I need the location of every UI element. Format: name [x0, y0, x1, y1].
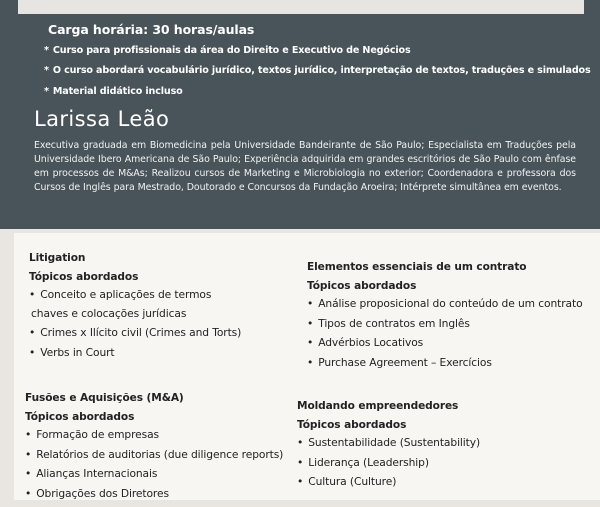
bullet-dot: •	[307, 316, 314, 330]
topic-text: Crimes x Ilícito civil (Crimes and Torts)	[40, 326, 242, 340]
instructor-bio: Executiva graduada em Biomedicina pela Universidade Bandeirante de São Paulo; Especialista em Traduções pela Universidade Ibero Americana de São Paulo; Experiência adquirida em grandes escritórios de São Paulo com ênfase em processos de M&As; Realizou cursos de Marketing e Microbiologia no exterior; Coordenadora e professora dos Cursos de Inglês para Mestrado, Doutorado e Concursos da Fundação Aroeira; Intérprete simultânea em eventos.	[34, 140, 576, 194]
header-band	[18, 0, 584, 14]
module-title: Moldando empreendedores	[297, 400, 459, 412]
topics-heading: Tópicos abordados	[297, 419, 407, 431]
topic-list	[25, 428, 283, 501]
course-feature-text: O curso abordará vocabulário jurídico, textos jurídico, interpretação de textos, traduções e simulados	[52, 65, 591, 77]
instructor-name: Larissa Leão	[34, 107, 170, 131]
topic-text: Advérbios Locativos	[318, 336, 424, 350]
bullet-dot: •	[29, 326, 36, 340]
module-title: Elementos essenciais de um contrato	[307, 261, 527, 273]
topic-text: Purchase Agreement – Exercícios	[318, 356, 492, 370]
topic-text: Alianças Internacionais	[36, 467, 158, 481]
course-feature-text: Material didático incluso	[52, 85, 183, 97]
list-item	[307, 317, 583, 331]
bullet-dot: •	[307, 297, 314, 310]
module-title: Fusões e Aquisições (M&A)	[25, 392, 184, 404]
topic-text: Formação de empresas	[36, 428, 159, 441]
topic-text: Cultura (Culture)	[308, 475, 397, 489]
list-item	[307, 356, 583, 370]
bullet-dot: •	[25, 467, 32, 481]
topic-text: Obrigações dos Diretores	[36, 487, 169, 501]
topic-list	[29, 288, 241, 360]
bullet-dot: •	[29, 288, 36, 301]
topic-text: Verbs in Court	[40, 346, 115, 360]
course-feature	[44, 64, 591, 77]
list-item	[297, 456, 480, 470]
bullet-dot: •	[25, 428, 32, 441]
topic-list	[307, 297, 583, 370]
topic-list	[297, 436, 480, 489]
course-workload: Carga horária: 30 horas/aulas	[48, 22, 255, 37]
module-title: Litigation	[29, 252, 86, 264]
topic-text: Análise proposicional do conteúdo de um contrato	[318, 297, 583, 310]
module-empreendedores	[297, 399, 480, 495]
module-fusoes	[25, 391, 283, 507]
module-litigation	[29, 251, 241, 366]
list-item	[25, 448, 283, 462]
list-item	[307, 297, 583, 311]
bullet-dot: •	[29, 346, 36, 360]
topic-text: Relatórios de auditorias (due diligence reports)	[36, 447, 284, 461]
bullet-marker: *	[44, 65, 49, 77]
bullet-marker: *	[44, 85, 49, 97]
list-item	[29, 346, 241, 360]
topics-heading: Tópicos abordados	[29, 271, 139, 283]
topics-heading: Tópicos abordados	[25, 411, 135, 423]
list-item	[29, 326, 241, 340]
list-item	[307, 336, 583, 350]
bullet-marker: *	[44, 45, 49, 56]
list-item	[25, 428, 283, 442]
course-feature-text: Curso para profissionais da área do Direito e Executivo de Negócios	[52, 45, 411, 56]
topic-text: Sustentabilidade (Sustentability)	[308, 436, 481, 449]
list-item	[25, 467, 283, 481]
bullet-dot: •	[307, 336, 314, 350]
bullet-dot: •	[297, 455, 304, 469]
list-item	[297, 475, 480, 489]
bullet-dot: •	[297, 475, 304, 489]
bullet-dot: •	[25, 487, 32, 501]
topic-text: Liderança (Leadership)	[308, 455, 429, 469]
list-item	[297, 436, 480, 450]
course-feature	[44, 44, 591, 57]
topic-text: Tipos de contratos em Inglês	[318, 316, 470, 330]
list-item-continuation: chaves e colocações jurídicas	[31, 306, 187, 320]
list-item	[25, 487, 283, 501]
bullet-dot: •	[297, 436, 304, 449]
course-feature	[44, 85, 591, 98]
topics-heading: Tópicos abordados	[307, 280, 417, 292]
bullet-dot: •	[25, 447, 32, 461]
course-feature-list	[44, 44, 591, 105]
module-contrato	[307, 260, 583, 376]
list-item	[29, 288, 241, 302]
topic-text: Conceito e aplicações de termos	[40, 288, 212, 301]
bullet-dot: •	[307, 356, 314, 370]
